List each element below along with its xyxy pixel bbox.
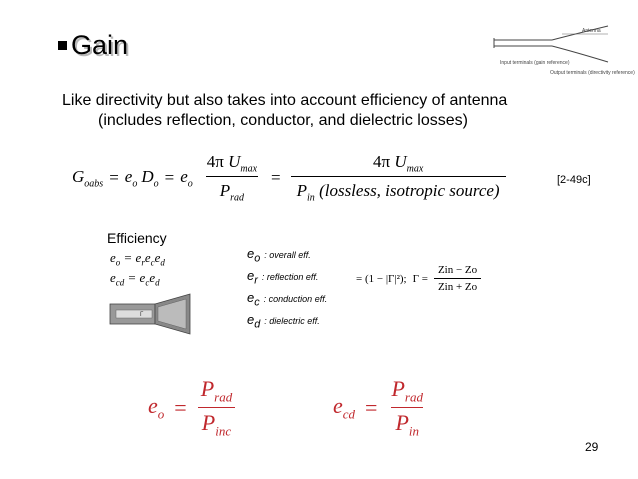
- intro-line-1: Like directivity but also takes into account efficiency of antenna: [62, 92, 508, 109]
- intro-line-2: (includes reflection, conductor, and dielectric losses): [98, 112, 468, 129]
- gamma-fraction: $\frac{\text{Zin − Zo}}{\text{Zin + Zo}}$: [434, 264, 481, 293]
- gamma-symbol: Γ =: [412, 272, 428, 285]
- eo-ratio-equation: $e_o$ = $\frac{P_{rad}}{P_{inc}}$: [148, 376, 236, 440]
- definition-eo: $e_o$ : overall eff.: [247, 246, 311, 265]
- intro-text: [62, 91, 562, 131]
- eo-symbol: $e_o$: [124, 166, 138, 190]
- efficiency-label: Efficiency: [107, 230, 167, 246]
- ecd-product-equation: $e_{cd} = e_ce_d$: [110, 270, 160, 288]
- eo-product-equation: $e_o = e_re_ce_d$: [110, 250, 165, 268]
- equals-sign: =: [271, 167, 281, 187]
- page-number: 29: [585, 440, 599, 454]
- equals-sign: =: [109, 167, 119, 187]
- fraction-pin: $\frac{4\pi U_{max}}{P_{in} (lossless, isotropic source)}$: [291, 152, 506, 204]
- square-bullet-icon: [58, 41, 67, 50]
- diagram-output-label: Output terminals (directivity reference): [550, 70, 635, 76]
- reflection-coefficient-equation: [356, 264, 481, 293]
- gain-symbol: $G_{oabs}$: [72, 166, 104, 190]
- horn-antenna-diagram: [110, 292, 230, 337]
- definition-ec: $e_c$ : conduction eff.: [247, 290, 328, 309]
- diagram-antenna-label: Antenna: [582, 28, 601, 34]
- equation-reference: [2-49c]: [557, 174, 591, 186]
- fraction-prad: $\frac{4\pi U_{max}}{P_{rad}}$: [206, 152, 258, 204]
- antenna-terminals-diagram: [490, 22, 635, 102]
- svg-text:Γ: Γ: [140, 312, 144, 318]
- definition-ed: $e_d$ : dielectric eff.: [247, 312, 320, 331]
- diagram-input-label: Input terminals (gain reference): [500, 60, 570, 66]
- do-symbol: $D_o$: [141, 166, 159, 190]
- eo-symbol-2: $e_o$: [180, 166, 193, 190]
- ecd-ratio-equation: $e_{cd}$ = $\frac{P_{rad}}{P_{in}}$: [333, 376, 423, 439]
- gain-equation: [72, 152, 506, 204]
- slide-title: Gain: [71, 30, 129, 60]
- definition-er: $e_r$ : reflection eff.: [247, 268, 319, 287]
- equals-sign: =: [164, 167, 175, 187]
- slide-title-row: [58, 30, 128, 60]
- reflection-efficiency-expr: = (1 − |Γ|²);: [356, 272, 407, 285]
